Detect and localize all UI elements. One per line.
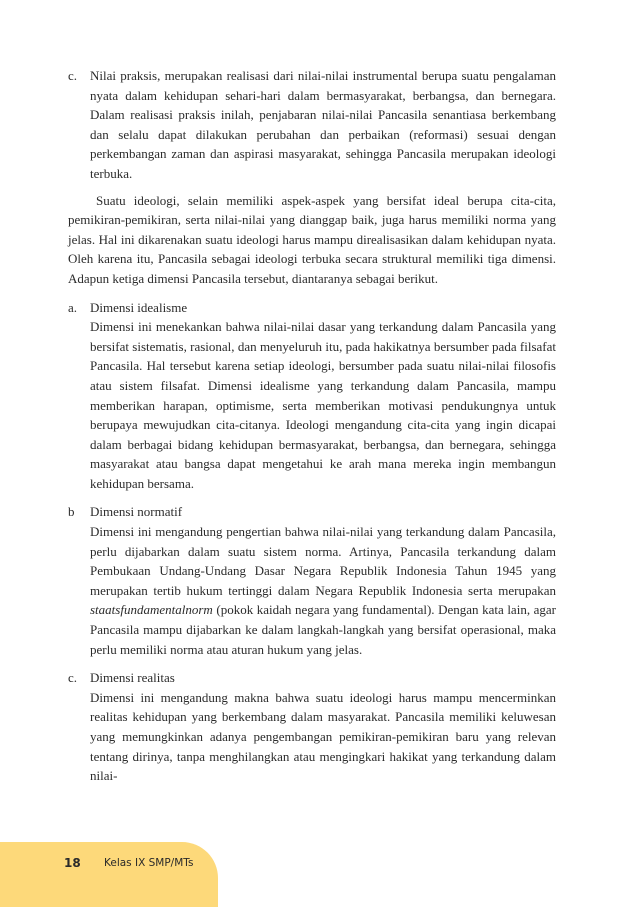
page-content — [68, 66, 556, 786]
list-item-c-nilai-praksis — [68, 66, 556, 184]
item-text-before: Dimensi ini mengandung pengertian bahwa nilai-nilai yang terkandung dalam Pancasila, perlu dijabarkan dalam suatu sistem norma. Artinya, Pancasila terkandung dalam Pembukaan Undang-Undang Dasar Negara Republik Indonesia Tahun 1945 yang merupakan tertib hukum tertinggi dalam Negara Republik Indonesia serta merupakan — [90, 524, 556, 598]
item-text — [90, 522, 556, 659]
item-text: Dimensi ini mengandung makna bahwa suatu ideologi harus mampu mencerminkan realitas kehidupan yang berkembang dalam masyarakat. Pancasila memiliki keluwesan yang memungkinkan adanya pengembangan pemikiran-pemikiran baru yang relevan tentang dirinya, tanpa menghilangkan atau mengingkari hakikat yang terkandung dalam nilai- — [90, 689, 556, 784]
list-marker: c. — [68, 68, 78, 83]
item-text: Nilai praksis, merupakan realisasi dari nilai-nilai instrumental berupa suatu pengalaman nyata dalam kehidupan sehari-hari dalam bermasyarakat, berbangsa, dan bernegara. Dalam realisasi praksis inilah, penjabaran nilai-nilai Pancasila senantiasa berkembang dan selalu dapat dilakukan perubahan dan perbaikan (reformasi) sesuai dengan perkembangan zaman dan aspirasi masyarakat, sehingga Pancasila merupakan ideologi terbuka. — [90, 68, 556, 181]
item-heading: Dimensi realitas — [90, 670, 175, 686]
item-heading: Dimensi normatif — [90, 504, 183, 520]
item-text: Dimensi ini menekankan bahwa nilai-nilai dasar yang terkandung dalam Pancasila yang bersifat sistematis, rasional, dan menyeluruh itu, pada hakikatnya bersumber pada filsafat Pancasila. Hal tersebut karena setiap ideologi, bersumber pada suatu nilai-nilai filosofis atau sistem filsafat. Dimensi idealisme yang terkandung dalam Pancasila, mampu memberikan harapan, optimisme, serta memberikan motivasi pendukungnya untuk berupaya mewujudkan cita-citanya. Ideologi mengandung cita-cita yang ingin dicapai dalam berbagai bidang kehidupan bermasyarakat, berbangsa, dan bernegara, sehingga masyarakat atau bangsa dapat mengetahui ke arah mana mereka ingin membangun kehidupan bersama. — [90, 319, 556, 491]
list-marker: b — [68, 504, 75, 520]
italic-term: staatsfundamentalnorm — [90, 602, 213, 618]
list-marker: c. — [68, 670, 78, 686]
book-title: Kelas IX SMP/MTs — [104, 857, 194, 869]
list-marker: a. — [68, 299, 78, 315]
list-item-b-dimensi-normatif — [68, 502, 556, 659]
body-paragraph: Suatu ideologi, selain memiliki aspek-aspek yang bersifat ideal berupa cita-cita, pemikiran-pemikiran, serta nilai-nilai yang dianggap baik, juga harus memiliki norma yang jelas. Hal ini dikarenakan suatu ideologi harus mampu direalisasikan dalam kehidupan nyata. Oleh karena itu, Pancasila sebagai ideologi terbuka secara struktural memiliki tiga dimensi. Adapun ketiga dimensi Pancasila tersebut, diantaranya sebagai berikut. — [68, 192, 556, 286]
item-text-after: (pokok kaidah negara yang fundamental). Dengan kata lain, agar Pancasila mampu dijabarkan ke dalam langkah-langkah yang bersifat operasional, maka perlu memiliki norma atau aturan hukum yang jelas. — [90, 602, 556, 657]
list-item-a-dimensi-idealisme — [68, 298, 556, 494]
list-item-c-dimensi-realitas — [68, 668, 556, 786]
page-number: 18 — [64, 856, 81, 870]
item-heading: Dimensi idealisme — [90, 299, 188, 315]
page-footer — [0, 842, 218, 907]
